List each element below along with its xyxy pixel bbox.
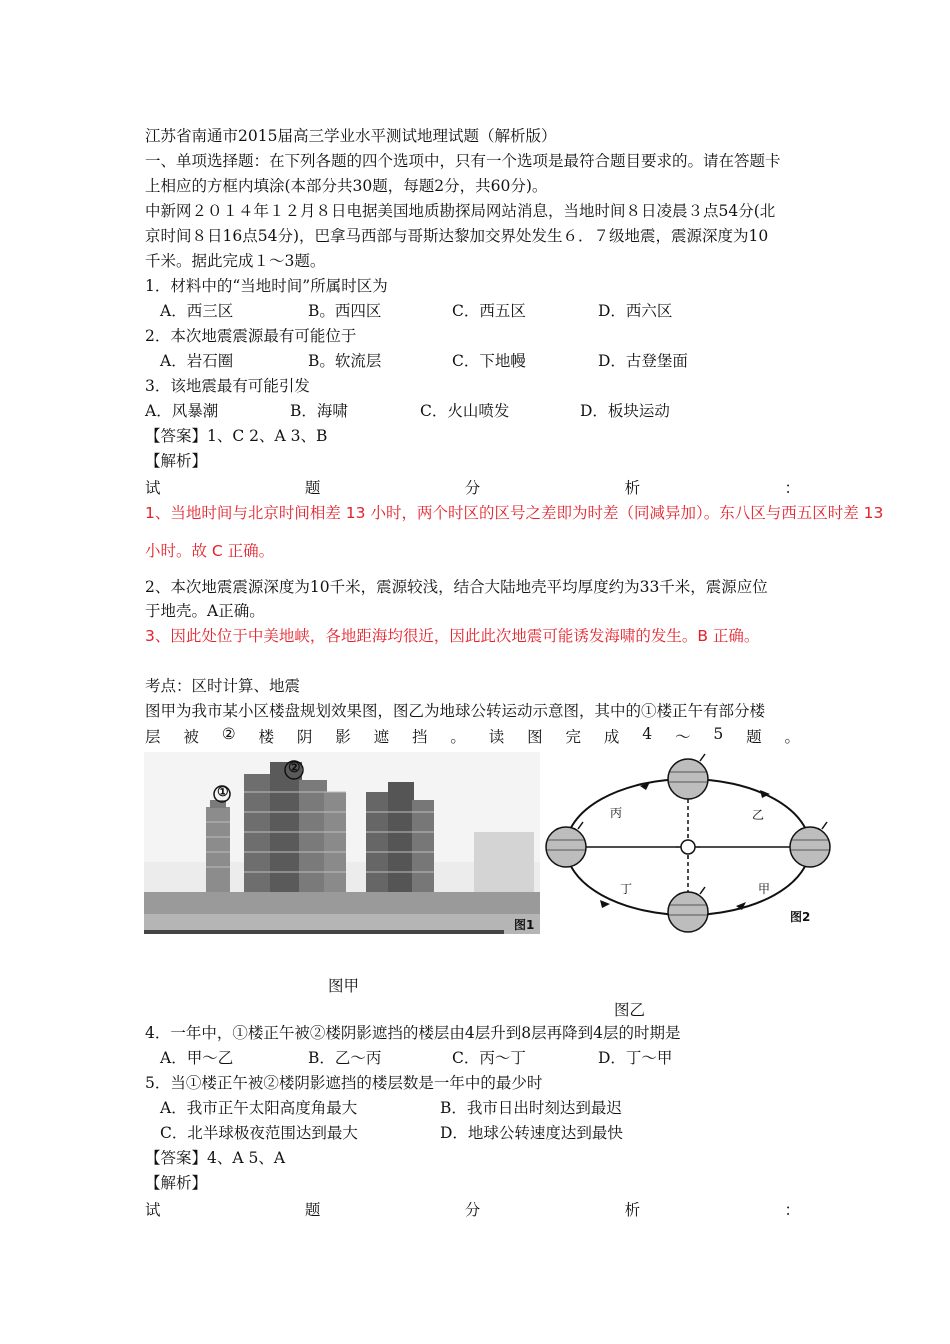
analysis-label-2: 【解析】 bbox=[145, 1174, 208, 1192]
orbit-label-ding: 丁 bbox=[620, 882, 633, 896]
material2-char: 图 bbox=[527, 728, 543, 746]
material2-char: 读 bbox=[488, 728, 505, 746]
material2-char: 4 bbox=[642, 725, 653, 743]
q4-option-d: D．丁～甲 bbox=[598, 1049, 673, 1067]
q2-stem: 2．本次地震震源最有可能位于 bbox=[145, 327, 357, 345]
analysis-header-char: 题 bbox=[304, 479, 321, 497]
explanation-1-line2: 小时。故 C 正确。 bbox=[145, 542, 275, 560]
analysis-header-char: 析 bbox=[624, 1201, 641, 1219]
figure-2-tag: 图2 bbox=[790, 910, 811, 924]
analysis-header-char: ： bbox=[784, 479, 800, 497]
q5-option-b: B．我市日出时刻达到最迟 bbox=[440, 1099, 622, 1117]
q4-stem: 4．一年中，①楼正午被②楼阴影遮挡的楼层由4层升到8层再降到4层的时期是 bbox=[145, 1024, 681, 1042]
explanation-3: 3、因此处位于中美地峡，各地距海均很近，因此此次地震可能诱发海啸的发生。B 正确。 bbox=[145, 627, 760, 645]
material2-char: 层 bbox=[145, 728, 161, 746]
caption-figure-jia: 图甲 bbox=[328, 977, 360, 995]
q5-stem: 5．当①楼正午被②楼阴影遮挡的楼层数是一年中的最少时 bbox=[145, 1074, 543, 1092]
building-2-label: ② bbox=[288, 760, 301, 776]
analysis-header-char: 题 bbox=[304, 1201, 321, 1219]
material2-line2 bbox=[145, 725, 800, 747]
explanation-1-line1: 1、当地时间与北京时间相差 13 小时，两个时区的区号之差即为时差（同减异加）。东八区与西五区时差 13 bbox=[145, 504, 884, 522]
figure-2-orbit-diagram bbox=[540, 752, 840, 947]
material2-char: ～ bbox=[675, 728, 691, 746]
material2-char: 阴 bbox=[296, 728, 313, 746]
buildings-illustration bbox=[144, 752, 542, 934]
material1-line1: 中新网２０１４年１２月８日电据美国地质勘探局网站消息，当地时间８日凌晨３点54分(北 bbox=[145, 202, 776, 220]
q3-stem: 3．该地震最有可能引发 bbox=[145, 377, 310, 395]
orbit-label-bing: 丙 bbox=[610, 806, 623, 820]
orbit-label-jia: 甲 bbox=[758, 882, 771, 896]
material2-char: 。 bbox=[784, 728, 800, 746]
explanation-2-line1: 2、本次地震震源深度为10千米，震源较浅，结合大陆地壳平均厚度约为33千米，震源应位 bbox=[145, 578, 768, 596]
material2-line1: 图甲为我市某小区楼盘规划效果图，图乙为地球公转运动示意图，其中的①楼正午有部分楼 bbox=[145, 702, 766, 720]
material1-line3: 千米。据此完成１～3题。 bbox=[145, 252, 326, 270]
answer-4-5: 【答案】4、A 5、A bbox=[145, 1149, 286, 1167]
q2-option-c: C．下地幔 bbox=[452, 352, 526, 370]
analysis-header-char: ： bbox=[784, 1201, 800, 1219]
caption-figure-yi: 图乙 bbox=[614, 1001, 646, 1019]
figure-1-buildings-photo bbox=[144, 752, 542, 934]
material2-char: 楼 bbox=[258, 728, 275, 746]
q4-option-a: A．甲～乙 bbox=[160, 1049, 234, 1067]
analysis-header-char: 析 bbox=[624, 479, 641, 497]
material2-char: 挡 bbox=[412, 728, 428, 746]
q1-option-b: B。西四区 bbox=[308, 302, 382, 320]
material2-char: 被 bbox=[183, 728, 199, 746]
q1-stem: 1．材料中的“当地时间”所属时区为 bbox=[145, 277, 388, 295]
material2-char: 成 bbox=[603, 728, 620, 746]
analysis-header-2 bbox=[145, 1198, 800, 1220]
material2-char: 影 bbox=[335, 728, 351, 746]
analysis-header-char: 试 bbox=[145, 1201, 161, 1219]
explanation-2-line2: 于地壳。A正确。 bbox=[145, 602, 265, 620]
material2-char: ② bbox=[221, 725, 236, 743]
q3-option-b: B．海啸 bbox=[290, 402, 348, 420]
analysis-header-char: 试 bbox=[145, 479, 161, 497]
q5-option-d: D．地球公转速度达到最快 bbox=[440, 1124, 623, 1142]
material1-line2: 京时间８日16点54分)，巴拿马西部与哥斯达黎加交界处发生６．７级地震，震源深度为10 bbox=[145, 227, 769, 245]
q2-option-d: D．古登堡面 bbox=[598, 352, 688, 370]
kaodian: 考点：区时计算、地震 bbox=[145, 677, 301, 695]
analysis-label: 【解析】 bbox=[145, 452, 208, 470]
q1-option-d: D．西六区 bbox=[598, 302, 673, 320]
analysis-header-char: 分 bbox=[464, 1201, 481, 1219]
doc-title: 江苏省南通市2015届高三学业水平测试地理试题（解析版） bbox=[145, 127, 557, 145]
q5-option-a: A．我市正午太阳高度角最大 bbox=[160, 1099, 358, 1117]
orbit-label-yi: 乙 bbox=[752, 808, 765, 822]
section-instruction-line1: 一、单项选择题：在下列各题的四个选项中，只有一个选项是最符合题目要求的。请在答题卡 bbox=[145, 152, 781, 170]
analysis-header bbox=[145, 476, 800, 498]
q1-option-c: C．西五区 bbox=[452, 302, 526, 320]
building-1-label: ① bbox=[217, 785, 229, 800]
material2-char: 题 bbox=[746, 728, 762, 746]
material2-char: 。 bbox=[450, 728, 466, 746]
material2-char: 遮 bbox=[373, 728, 390, 746]
q4-option-b: B．乙～丙 bbox=[308, 1049, 382, 1067]
analysis-header-char: 分 bbox=[464, 479, 481, 497]
q4-option-c: C．丙～丁 bbox=[452, 1049, 526, 1067]
q5-option-c: C．北半球极夜范围达到最大 bbox=[160, 1124, 358, 1142]
answer-1-3: 【答案】1、C 2、A 3、B bbox=[145, 427, 328, 445]
q3-option-d: D．板块运动 bbox=[580, 402, 670, 420]
q1-option-a: A．西三区 bbox=[160, 302, 234, 320]
q3-option-c: C．火山喷发 bbox=[420, 402, 510, 420]
q3-option-a: A．风暴潮 bbox=[145, 402, 219, 420]
material2-char: 5 bbox=[713, 725, 724, 743]
q2-option-b: B。软流层 bbox=[308, 352, 382, 370]
material2-char: 完 bbox=[565, 728, 582, 746]
section-instruction-line2: 上相应的方框内填涂(本部分共30题，每题2分，共60分)。 bbox=[145, 177, 548, 195]
q2-option-a: A．岩石圈 bbox=[160, 352, 234, 370]
figure-1-tag: 图1 bbox=[514, 918, 535, 932]
